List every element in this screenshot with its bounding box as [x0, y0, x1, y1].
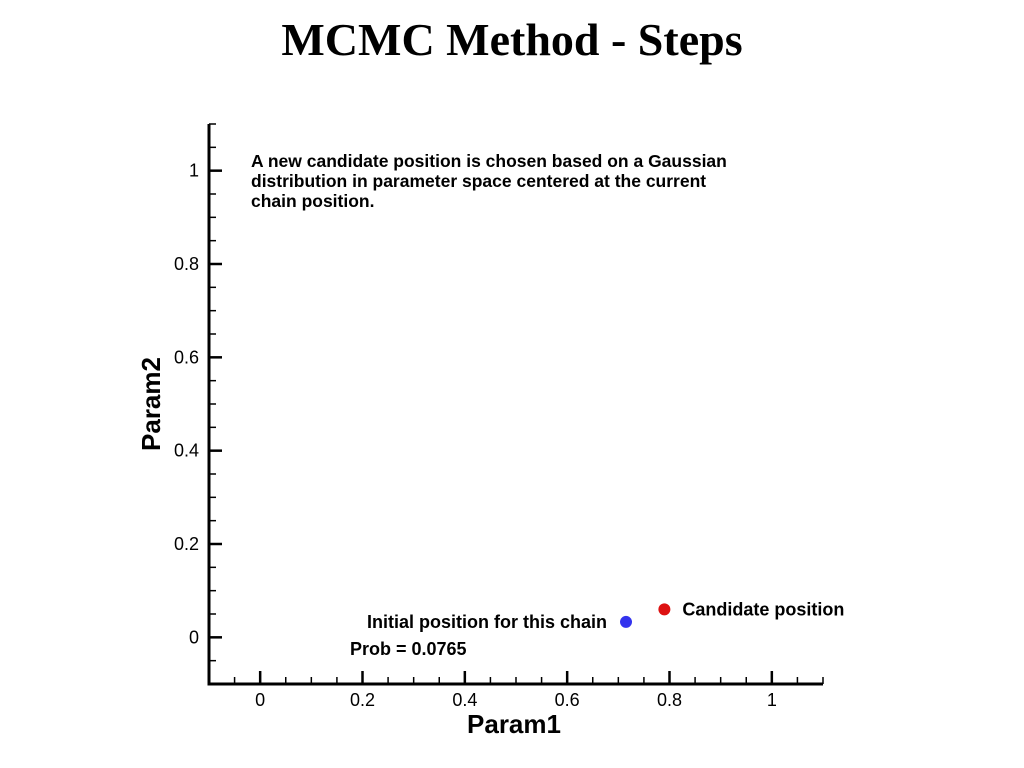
chart-title: MCMC Method - Steps: [281, 14, 743, 65]
x-tick-label: 0.8: [656, 690, 683, 710]
annotation-line-2: distribution in parameter space centered at the current: [251, 171, 707, 191]
y-tick-label: 0: [188, 627, 199, 648]
candidate-position-label: Candidate position: [682, 599, 845, 620]
x-tick-label: 0.4: [452, 690, 478, 710]
data-points: [350, 599, 844, 659]
y-axis-title: Param2: [136, 357, 166, 451]
y-tick-label: 0.6: [173, 347, 199, 368]
x-ticks: [255, 671, 777, 710]
annotation-line-1: A new candidate position is chosen based on a Gaussian: [251, 151, 727, 171]
x-tick-label: 0: [255, 690, 266, 710]
annotation-line-3: chain position.: [251, 191, 375, 211]
x-tick-label: 1: [766, 690, 777, 710]
y-tick-label: 0.2: [173, 534, 199, 554]
x-axis-title: Param1: [467, 709, 561, 739]
y-tick-label: 0.8: [173, 254, 199, 274]
candidate-position-point: [658, 603, 670, 615]
y-tick-label: 1: [188, 160, 199, 181]
probability-label: Prob = 0.0765: [350, 638, 467, 659]
initial-position-label: Initial position for this chain: [366, 611, 608, 632]
y-tick-label: 0.4: [173, 440, 199, 461]
annotation-text: [251, 151, 727, 211]
x-tick-label: 0.2: [349, 690, 376, 710]
initial-position-point: [620, 616, 632, 628]
x-tick-label: 0.6: [554, 690, 580, 710]
